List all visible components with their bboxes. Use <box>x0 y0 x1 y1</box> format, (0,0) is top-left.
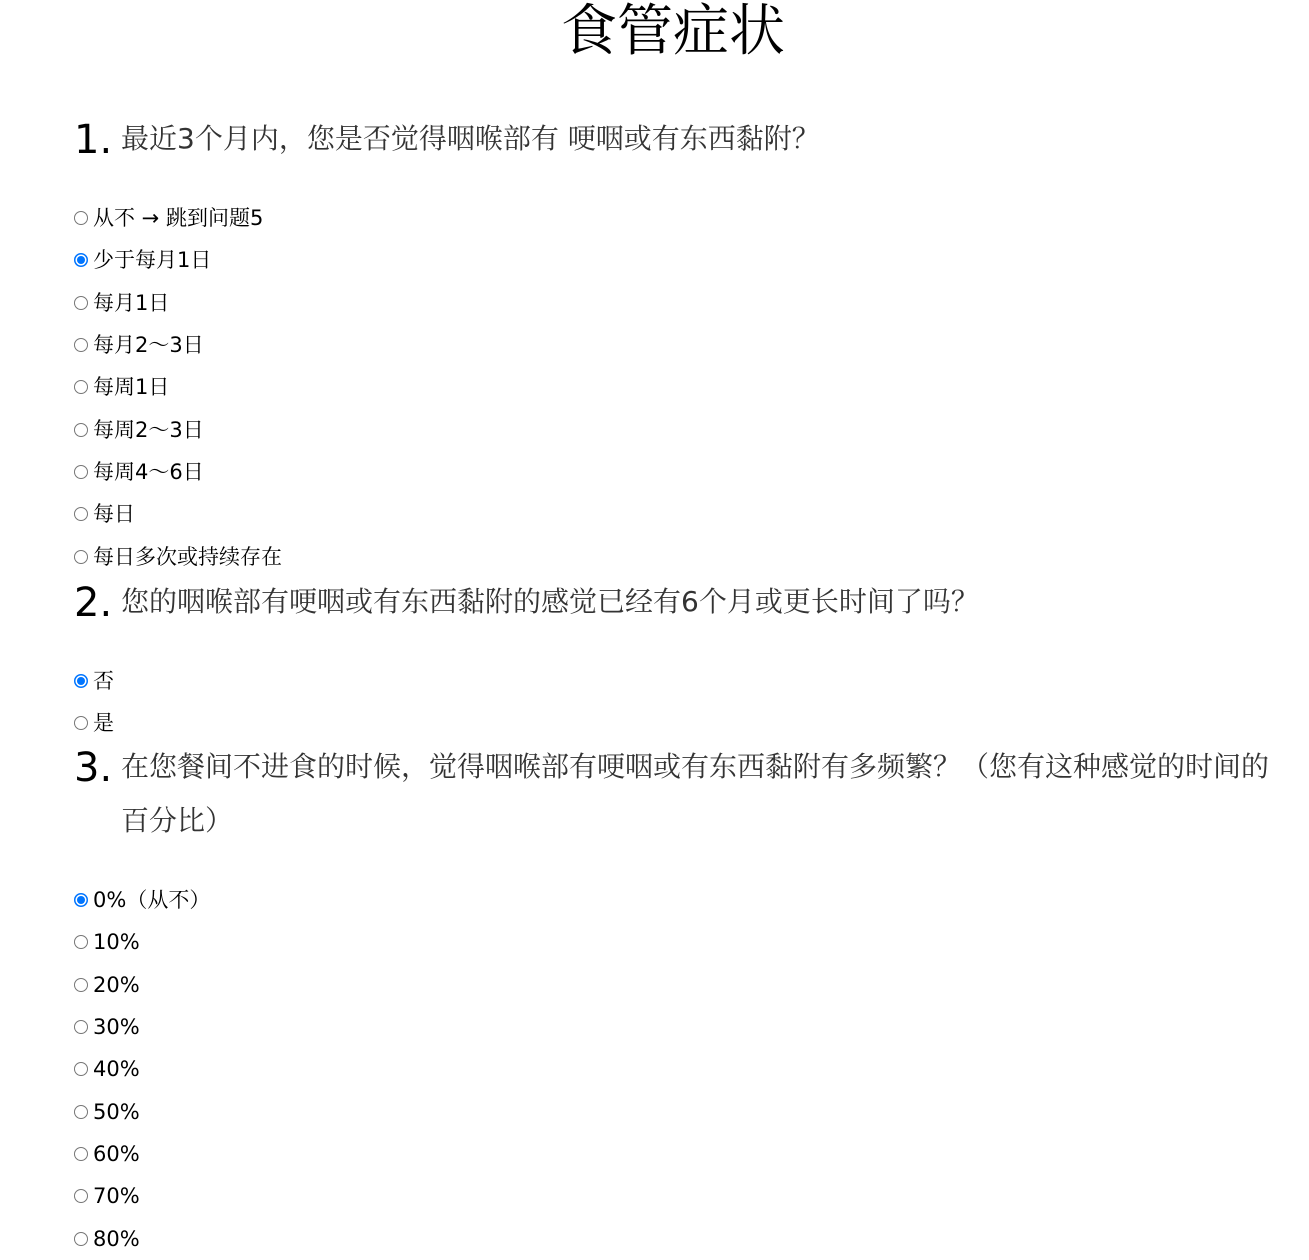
radio-button[interactable] <box>74 1189 88 1203</box>
option-q2-0[interactable] <box>74 660 114 702</box>
option-label[interactable]: 0%（从不） <box>93 888 211 913</box>
option-q3-0[interactable] <box>74 879 210 921</box>
radio-button[interactable] <box>74 978 88 992</box>
option-label[interactable]: 20% <box>93 972 140 997</box>
radio-button[interactable] <box>74 253 88 267</box>
radio-button[interactable] <box>74 465 88 479</box>
radio-button[interactable] <box>74 507 88 521</box>
option-label[interactable]: 40% <box>93 1057 140 1082</box>
radio-button[interactable] <box>74 674 88 688</box>
option-label[interactable]: 每周4～6日 <box>93 459 204 484</box>
question-text: 在您餐间不进食的时候，觉得咽喉部有哽咽或有东西黏附有多频繁？（您有这种感觉的时间的百分比） <box>121 750 1270 837</box>
question-header <box>74 575 1274 629</box>
option-q3-2[interactable] <box>74 964 210 1006</box>
option-q1-1[interactable] <box>74 239 282 281</box>
option-label[interactable]: 从不 → 跳到问题5 <box>93 206 264 231</box>
question-3-options <box>74 879 210 1260</box>
option-q1-3[interactable] <box>74 324 282 366</box>
radio-button[interactable] <box>74 1105 88 1119</box>
option-label[interactable]: 50% <box>93 1099 140 1124</box>
page-title: 食管症状 <box>561 0 785 64</box>
option-q3-3[interactable] <box>74 1006 210 1048</box>
question-3 <box>74 740 1274 848</box>
option-q3-6[interactable] <box>74 1133 210 1175</box>
option-q1-2[interactable] <box>74 282 282 324</box>
radio-button[interactable] <box>74 1147 88 1161</box>
radio-button[interactable] <box>74 935 88 949</box>
option-label[interactable]: 70% <box>93 1184 140 1209</box>
option-q3-7[interactable] <box>74 1175 210 1217</box>
option-q1-4[interactable] <box>74 366 282 408</box>
option-label[interactable]: 每日 <box>93 502 135 527</box>
option-label[interactable]: 30% <box>93 1015 140 1040</box>
option-label[interactable]: 每月1日 <box>93 290 170 315</box>
radio-button[interactable] <box>74 211 88 225</box>
option-label[interactable]: 少于每月1日 <box>93 248 212 273</box>
option-q2-1[interactable] <box>74 702 114 744</box>
radio-button[interactable] <box>74 1232 88 1246</box>
radio-button[interactable] <box>74 893 88 907</box>
option-q3-1[interactable] <box>74 921 210 963</box>
option-q1-5[interactable] <box>74 408 282 450</box>
option-label[interactable]: 每月2～3日 <box>93 333 204 358</box>
question-number: 1. <box>74 117 113 163</box>
question-1 <box>74 112 1274 166</box>
option-q1-7[interactable] <box>74 493 282 535</box>
radio-button[interactable] <box>74 716 88 730</box>
question-text: 您的咽喉部有哽咽或有东西黏附的感觉已经有6个月或更长时间了吗？ <box>121 585 979 618</box>
option-q3-8[interactable] <box>74 1217 210 1259</box>
question-number: 2. <box>74 580 113 626</box>
option-label[interactable]: 是 <box>93 711 114 736</box>
radio-button[interactable] <box>74 296 88 310</box>
radio-button[interactable] <box>74 550 88 564</box>
question-header <box>74 112 1274 166</box>
option-label[interactable]: 每周1日 <box>93 375 170 400</box>
radio-button[interactable] <box>74 338 88 352</box>
option-label[interactable]: 60% <box>93 1141 140 1166</box>
question-2-options <box>74 660 114 745</box>
option-label[interactable]: 80% <box>93 1226 140 1251</box>
option-label[interactable]: 否 <box>93 669 114 694</box>
option-label[interactable]: 每周2～3日 <box>93 417 204 442</box>
option-q3-4[interactable] <box>74 1048 210 1090</box>
question-text: 最近3个月内，您是否觉得咽喉部有 哽咽或有东西黏附？ <box>121 122 820 155</box>
question-1-options <box>74 197 282 578</box>
option-q1-6[interactable] <box>74 451 282 493</box>
option-label[interactable]: 每日多次或持续存在 <box>93 544 282 569</box>
radio-button[interactable] <box>74 1062 88 1076</box>
radio-button[interactable] <box>74 423 88 437</box>
option-label[interactable]: 10% <box>93 930 140 955</box>
question-header <box>74 740 1274 848</box>
radio-button[interactable] <box>74 380 88 394</box>
option-q3-5[interactable] <box>74 1090 210 1132</box>
option-q1-0[interactable] <box>74 197 282 239</box>
question-number: 3. <box>74 745 113 791</box>
question-2 <box>74 575 1274 629</box>
option-q1-8[interactable] <box>74 535 282 577</box>
radio-button[interactable] <box>74 1020 88 1034</box>
